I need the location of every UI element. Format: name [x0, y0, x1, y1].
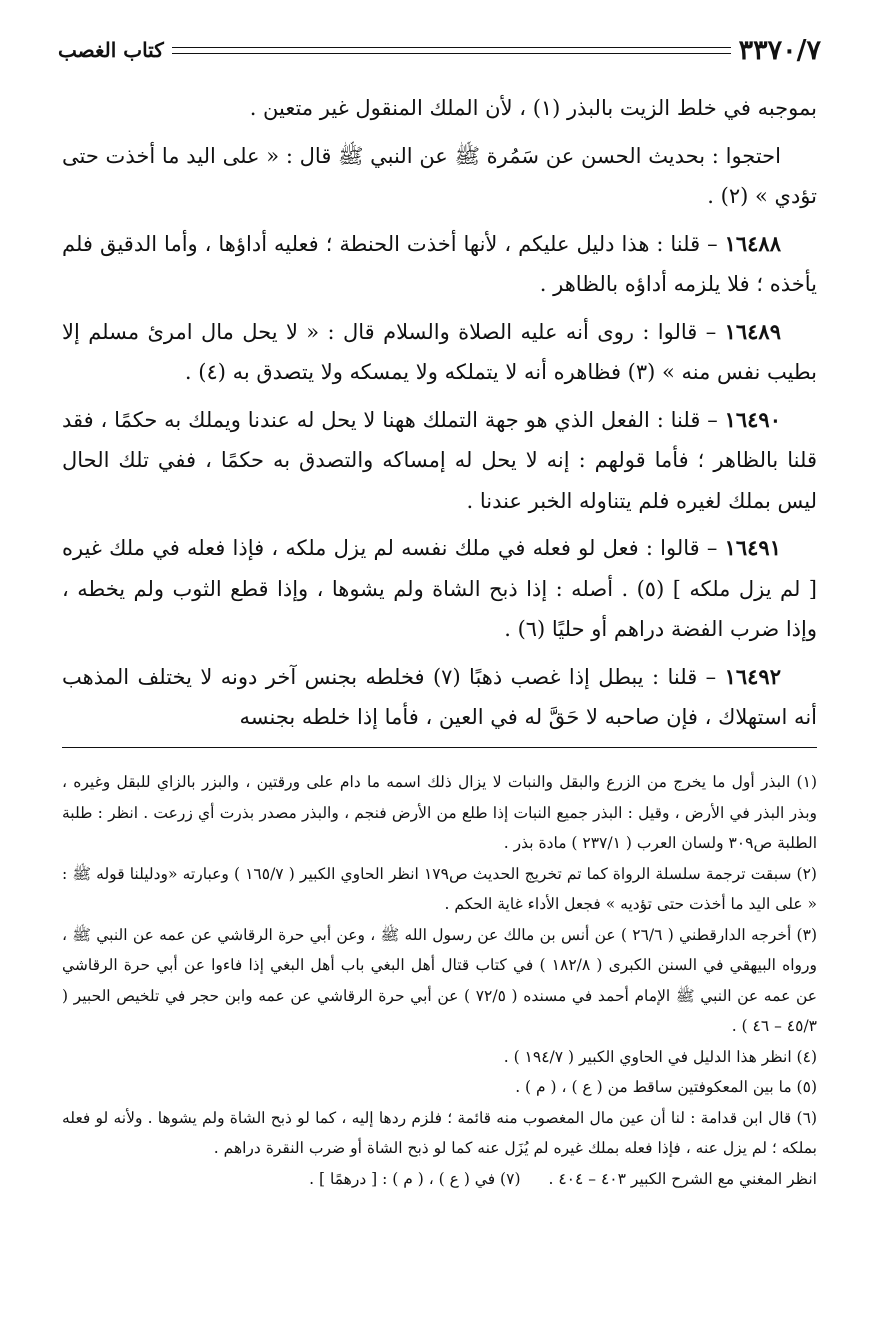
book-title: كتاب الغصب [58, 38, 164, 62]
paragraph-number: ١٦٤٩٠ [724, 406, 781, 432]
paragraph-text: بموجبه في خلط الزيت بالبذر (١) ، لأن الملك المنقول غير متعين . [249, 96, 817, 120]
paragraph-number: ١٦٤٨٩ [724, 318, 781, 344]
footnote-6-reference: انظر المغني مع الشرح الكبير ٤٠٣ – ٤٠٤ . [548, 1169, 817, 1188]
paragraph-number: ١٦٤٨٨ [724, 230, 781, 256]
footnotes [62, 767, 817, 1194]
paragraph-text: احتجوا : بحديث الحسن عن سَمُرة ﷺ عن النبي ﷺ قال : « على اليد ما أخذت حتى تؤدي » (٢) . [62, 143, 817, 208]
paragraph-text: – قلنا : يبطل إذا غصب ذهبًا (٧) فخلطه بجنس آخر دونه لا يختلف المذهب أنه استهلاك ، فإن صاحبه لا حَقَّ له في العين ، فأما إذا خلطه بجنسه [62, 664, 817, 729]
footnote: (٢) سبقت ترجمة سلسلة الرواة كما تم تخريج الحديث ص١٧٩ انظر الحاوي الكبير ( ١٦٥/٧ ) وعبارته «ودليلنا قوله ﷺ : « على اليد ما أخذت حتى تؤديه » فجعل الأداء غاية الحكم . [62, 864, 817, 913]
numbered-paragraph [62, 312, 817, 393]
footnote: (١) البذر أول ما يخرج من الزرع والبقل والنبات لا يزال ذلك اسمه ما دام على ورقتين ، والبزر بالزاي للبقل وغيره ، وبذر البذر في الأرض ، وقيل : البذر جميع النبات إذا طلع من الأرض فنجم ، والبذر مصدر بذرت أي زرعت . انظر : طلبة الطلبة ص٣٠٩ ولسان العرب ( ٢٣٧/١ ) مادة بذر . [62, 773, 817, 852]
footnote: (٤) انظر هذا الدليل في الحاوي الكبير ( ١٩٤/٧ ) . [503, 1047, 817, 1066]
footnote-separator [62, 747, 817, 748]
footnote: (٧) في ( ع ) ، ( م ) : [ درهمًا ] . [309, 1169, 521, 1188]
header-rule [172, 47, 731, 54]
numbered-paragraph [62, 528, 817, 650]
footnote: (٣) أخرجه الدارقطني ( ٢٦/٦ ) عن أنس بن مالك عن رسول الله ﷺ ، وعن أبي حرة الرقاشي عن عمه عن النبي ﷺ ، ورواه البيهقي في السنن الكبرى ( ١٨٢/٨ ) في كتاب قتال أهل البغي باب أهل البغي إذا فاءوا عن أبي حرة الرقاشي عن عمه عن النبي ﷺ الإمام أحمد في مسنده ( ٧٢/٥ ) عن أبي حرة الرقاشي عن عمه وابن حجر في تلخيص الحبير ( ٤٥/٣ – ٤٦ ) . [62, 925, 818, 1035]
numbered-paragraph [62, 224, 817, 305]
paragraph-text: – قالوا : روى أنه عليه الصلاة والسلام قال : « لا يحل مال امرئ مسلم إلا بطيب نفس منه » (٣) فظاهره أنه لا يتملكه ولا يمسكه ولا يتصدق به (٤) . [62, 319, 817, 384]
numbered-paragraph [62, 400, 817, 522]
paragraph-number: ١٦٤٩٢ [724, 663, 781, 689]
main-text [62, 88, 817, 745]
footnote-last-line [62, 1164, 817, 1195]
paragraph [62, 88, 817, 129]
paragraph [62, 136, 817, 217]
paragraph-text: – قالوا : فعل لو فعله في ملك نفسه لم يزل ملكه ، فإذا فعله في ملك غيره [ لم يزل ملكه ] (٥) . أصله : إذا ذبح الشاة ولم يشوها ، وإذا قطع الثوب ولم يخطه ، وإذا ضرب الفضة دراهم أو حليًا (٦) . [62, 536, 817, 641]
paragraph-number: ١٦٤٩١ [724, 535, 781, 560]
paragraph-text: – قلنا : الفعل الذي هو جهة التملك ههنا لا يحل له عندنا ويملك به حكمًا ، فقد قلنا بالظاهر ؛ فأما قولهم : إنه لا يحل له إمساكه والتصدق به حكمًا ، ففي تلك الحال ليس بملك لغيره فلم يتناوله الخبر عندنا . [62, 407, 817, 513]
page-header [58, 30, 821, 70]
page-number: ٣٣٧٠/٧ [738, 34, 821, 66]
numbered-paragraph [62, 657, 817, 738]
footnote: (٥) ما بين المعكوفتين ساقط من ( ع ) ، ( م ) . [515, 1078, 817, 1096]
paragraph-text: – قلنا : هذا دليل عليكم ، لأنها أخذت الحنطة ؛ فعليه أداؤها ، وأما الدقيق فلم يأخذه ؛ فلا يلزمه أداؤه بالظاهر . [62, 231, 817, 296]
footnote: (٦) قال ابن قدامة : لنا أن عين مال المغصوب منه قائمة ؛ فلزم ردها إليه ، كما لو ذبح الشاة ولم يشوها . ولأنه لو فعله بملكه ؛ لم يزل عنه ، فإذا فعله بملك غيره لم يُزَل عنه كما لو ذبح الشاة أو ضرب النقرة دراهم . [62, 1108, 817, 1157]
